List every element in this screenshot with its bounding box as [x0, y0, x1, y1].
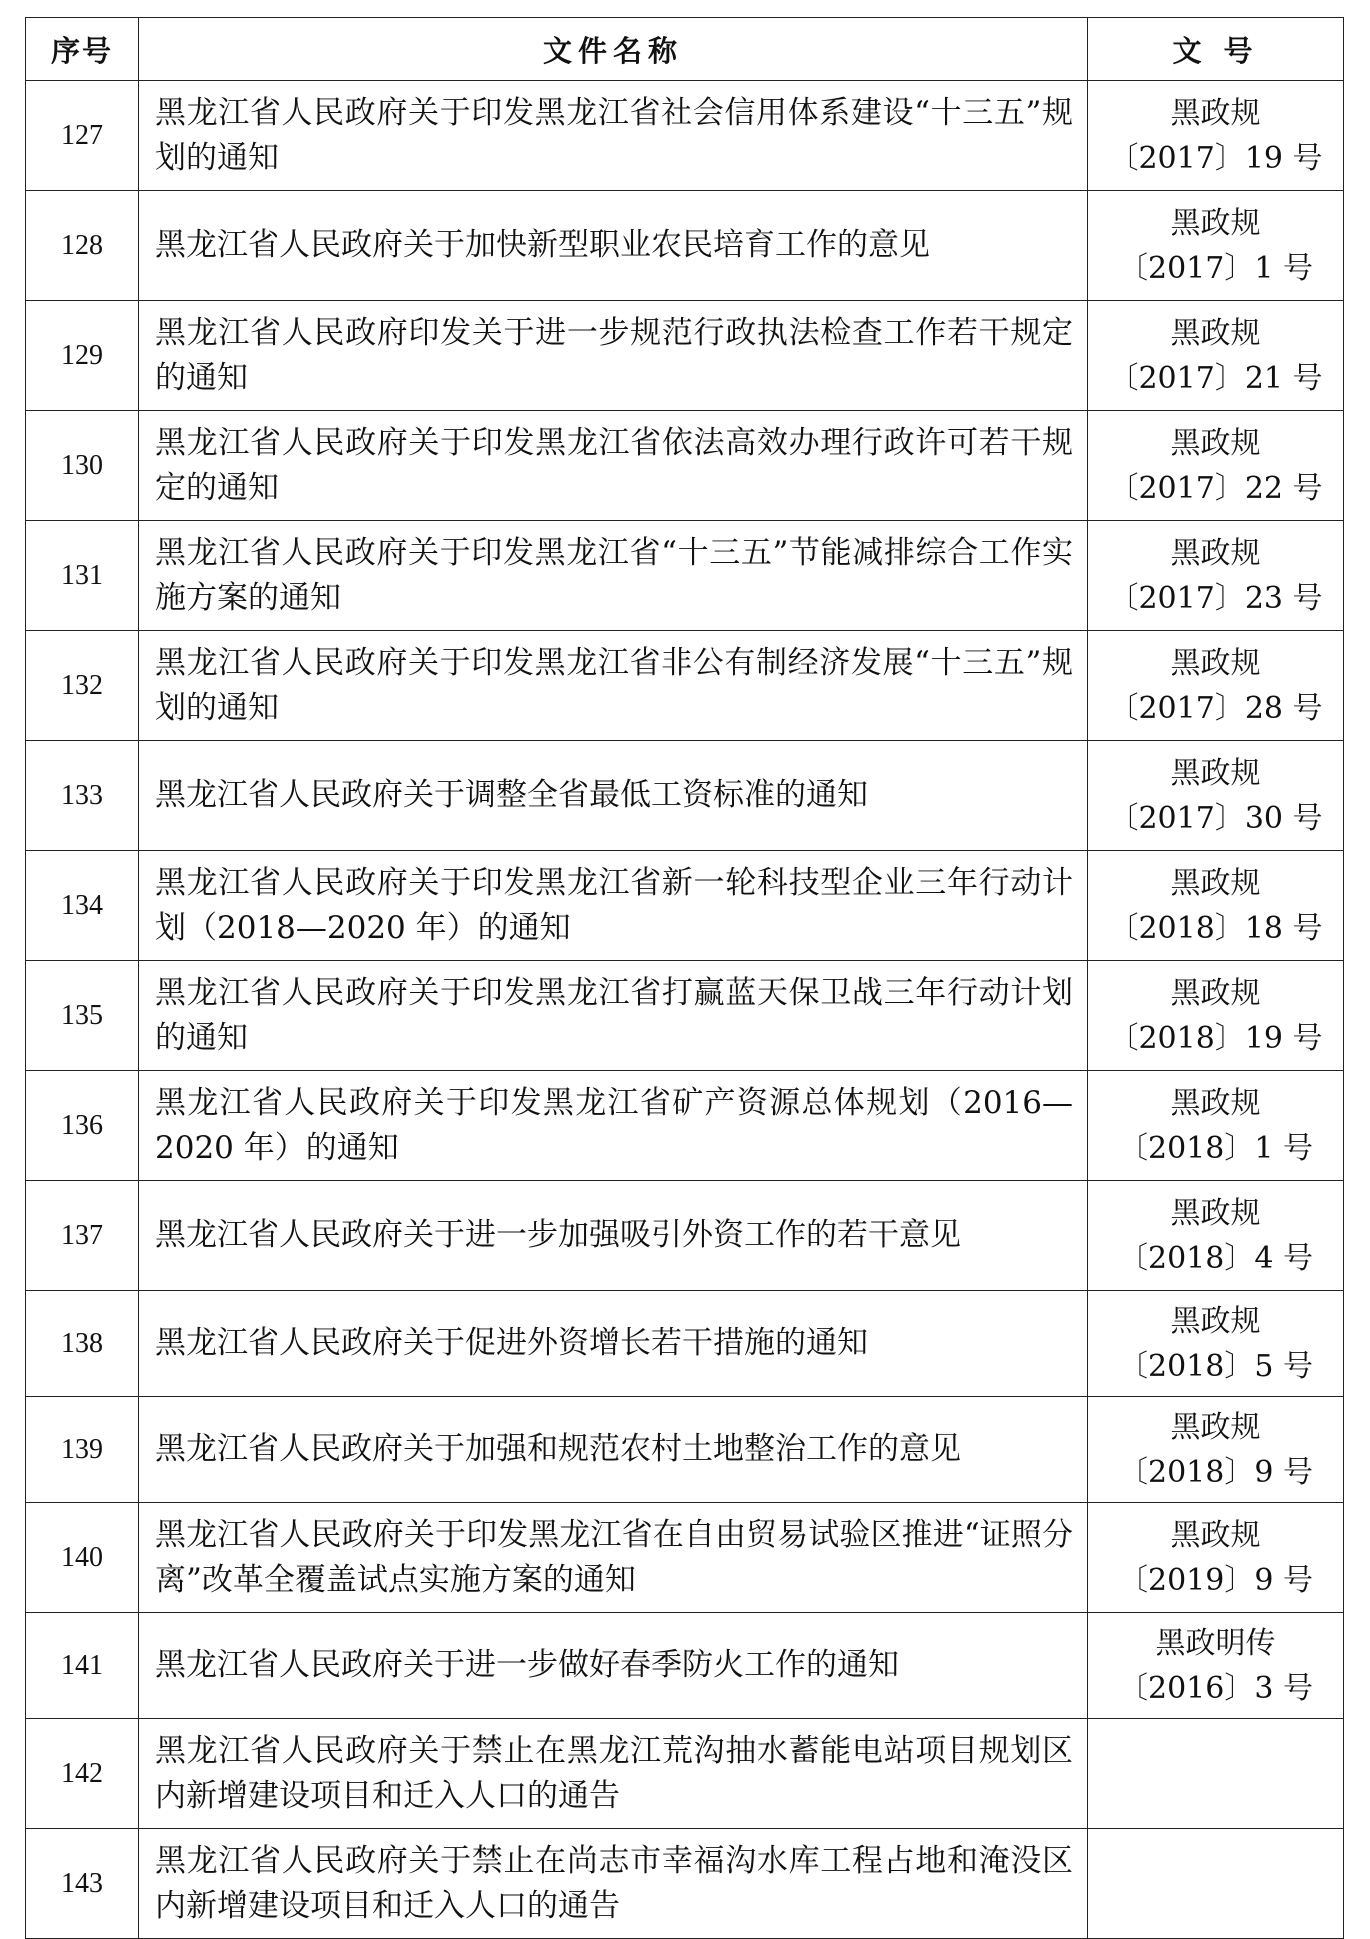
row-docno: [1088, 1071, 1344, 1181]
row-index: 141: [26, 1613, 139, 1719]
docno-number: 〔2018〕1 号: [1118, 1130, 1313, 1166]
row-title: 黑龙江省人民政府关于加快新型职业农民培育工作的意见: [139, 191, 1088, 301]
docno-number: 〔2018〕19 号: [1108, 1020, 1323, 1056]
docno-number: 〔2017〕30 号: [1108, 800, 1323, 836]
docno-prefix: 黑政规: [1170, 1085, 1261, 1121]
docno-prefix: 黑政规: [1170, 975, 1261, 1011]
table-row: [26, 1829, 1344, 1939]
table-row: [26, 1397, 1344, 1503]
docno-prefix: 黑政规: [1170, 1303, 1261, 1339]
row-index: 133: [26, 741, 139, 851]
table-row: [26, 1071, 1344, 1181]
row-index: 130: [26, 411, 139, 521]
document-table: [25, 17, 1344, 1939]
docno-number: 〔2017〕19 号: [1108, 140, 1323, 176]
row-index: 139: [26, 1397, 139, 1503]
row-docno: [1088, 301, 1344, 411]
row-title: 黑龙江省人民政府关于调整全省最低工资标准的通知: [139, 741, 1088, 851]
table-row: [26, 191, 1344, 301]
row-docno: [1088, 1397, 1344, 1503]
docno-number: 〔2018〕9 号: [1118, 1454, 1313, 1490]
row-title: 黑龙江省人民政府关于印发黑龙江省非公有制经济发展“十三五”规划的通知: [139, 631, 1088, 741]
row-title: 黑龙江省人民政府关于加强和规范农村土地整治工作的意见: [139, 1397, 1088, 1503]
table-row: [26, 1181, 1344, 1291]
header-title: 文件名称: [139, 18, 1088, 81]
row-index: 143: [26, 1829, 139, 1939]
docno-number: 〔2019〕9 号: [1118, 1562, 1313, 1598]
row-title: 黑龙江省人民政府关于印发黑龙江省依法高效办理行政许可若干规定的通知: [139, 411, 1088, 521]
row-title: 黑龙江省人民政府关于印发黑龙江省社会信用体系建设“十三五”规划的通知: [139, 81, 1088, 191]
docno-prefix: 黑政规: [1170, 95, 1261, 131]
table-row: [26, 851, 1344, 961]
docno-prefix: 黑政规: [1170, 205, 1261, 241]
row-title: 黑龙江省人民政府关于印发黑龙江省“十三五”节能减排综合工作实施方案的通知: [139, 521, 1088, 631]
table-row: [26, 411, 1344, 521]
header-docno: 文 号: [1088, 18, 1344, 81]
table-row: [26, 301, 1344, 411]
row-title: 黑龙江省人民政府关于印发黑龙江省在自由贸易试验区推进“证照分离”改革全覆盖试点实施方案的通知: [139, 1503, 1088, 1613]
row-docno: [1088, 521, 1344, 631]
docno-number: 〔2017〕1 号: [1118, 250, 1313, 286]
docno-prefix: 黑政规: [1170, 315, 1261, 351]
table-row: [26, 521, 1344, 631]
row-docno: [1088, 741, 1344, 851]
docno-prefix: 黑政规: [1170, 1409, 1261, 1445]
table-row: [26, 631, 1344, 741]
row-docno: [1088, 81, 1344, 191]
docno-prefix: 黑政规: [1170, 645, 1261, 681]
docno-number: 〔2018〕18 号: [1108, 910, 1323, 946]
row-title: 黑龙江省人民政府关于印发黑龙江省打赢蓝天保卫战三年行动计划的通知: [139, 961, 1088, 1071]
docno-prefix: 黑政规: [1170, 755, 1261, 791]
row-title: 黑龙江省人民政府关于进一步做好春季防火工作的通知: [139, 1613, 1088, 1719]
row-docno: [1088, 851, 1344, 961]
row-docno: [1088, 1829, 1344, 1939]
row-index: 137: [26, 1181, 139, 1291]
table-row: [26, 1719, 1344, 1829]
row-index: 127: [26, 81, 139, 191]
docno-number: 〔2018〕5 号: [1118, 1348, 1313, 1384]
row-title: 黑龙江省人民政府关于印发黑龙江省新一轮科技型企业三年行动计划（2018—2020 年）的通知: [139, 851, 1088, 961]
row-title: 黑龙江省人民政府关于印发黑龙江省矿产资源总体规划（2016—2020 年）的通知: [139, 1071, 1088, 1181]
table-row: [26, 961, 1344, 1071]
table-row: [26, 1291, 1344, 1397]
row-index: 138: [26, 1291, 139, 1397]
row-index: 136: [26, 1071, 139, 1181]
row-title: 黑龙江省人民政府印发关于进一步规范行政执法检查工作若干规定的通知: [139, 301, 1088, 411]
docno-prefix: 黑政明传: [1155, 1625, 1276, 1661]
row-index: 135: [26, 961, 139, 1071]
row-docno: [1088, 961, 1344, 1071]
docno-prefix: 黑政规: [1170, 1517, 1261, 1553]
table-row: [26, 81, 1344, 191]
docno-number: 〔2017〕22 号: [1108, 470, 1323, 506]
docno-number: 〔2017〕23 号: [1108, 580, 1323, 616]
row-title: 黑龙江省人民政府关于进一步加强吸引外资工作的若干意见: [139, 1181, 1088, 1291]
row-index: 131: [26, 521, 139, 631]
row-title: 黑龙江省人民政府关于促进外资增长若干措施的通知: [139, 1291, 1088, 1397]
row-docno: [1088, 411, 1344, 521]
docno-prefix: 黑政规: [1170, 1195, 1261, 1231]
row-docno: [1088, 191, 1344, 301]
row-docno: [1088, 1291, 1344, 1397]
row-docno: [1088, 1503, 1344, 1613]
row-index: 128: [26, 191, 139, 301]
row-index: 134: [26, 851, 139, 961]
row-docno: [1088, 631, 1344, 741]
row-title: 黑龙江省人民政府关于禁止在黑龙江荒沟抽水蓄能电站项目规划区内新增建设项目和迁入人口的通告: [139, 1719, 1088, 1829]
docno-number: 〔2016〕3 号: [1118, 1670, 1313, 1706]
docno-number: 〔2017〕21 号: [1108, 360, 1323, 396]
row-docno: [1088, 1181, 1344, 1291]
docno-number: 〔2017〕28 号: [1108, 690, 1323, 726]
row-docno: [1088, 1613, 1344, 1719]
row-index: 132: [26, 631, 139, 741]
row-index: 129: [26, 301, 139, 411]
table-row: [26, 1503, 1344, 1613]
row-title: 黑龙江省人民政府关于禁止在尚志市幸福沟水库工程占地和淹没区内新增建设项目和迁入人口的通告: [139, 1829, 1088, 1939]
table-row: [26, 1613, 1344, 1719]
docno-prefix: 黑政规: [1170, 865, 1261, 901]
table-row: [26, 741, 1344, 851]
docno-prefix: 黑政规: [1170, 425, 1261, 461]
header-index: 序号: [26, 18, 139, 81]
row-index: 140: [26, 1503, 139, 1613]
row-docno: [1088, 1719, 1344, 1829]
docno-number: 〔2018〕4 号: [1118, 1240, 1313, 1276]
row-index: 142: [26, 1719, 139, 1829]
docno-prefix: 黑政规: [1170, 535, 1261, 571]
table-header-row: [26, 18, 1344, 81]
